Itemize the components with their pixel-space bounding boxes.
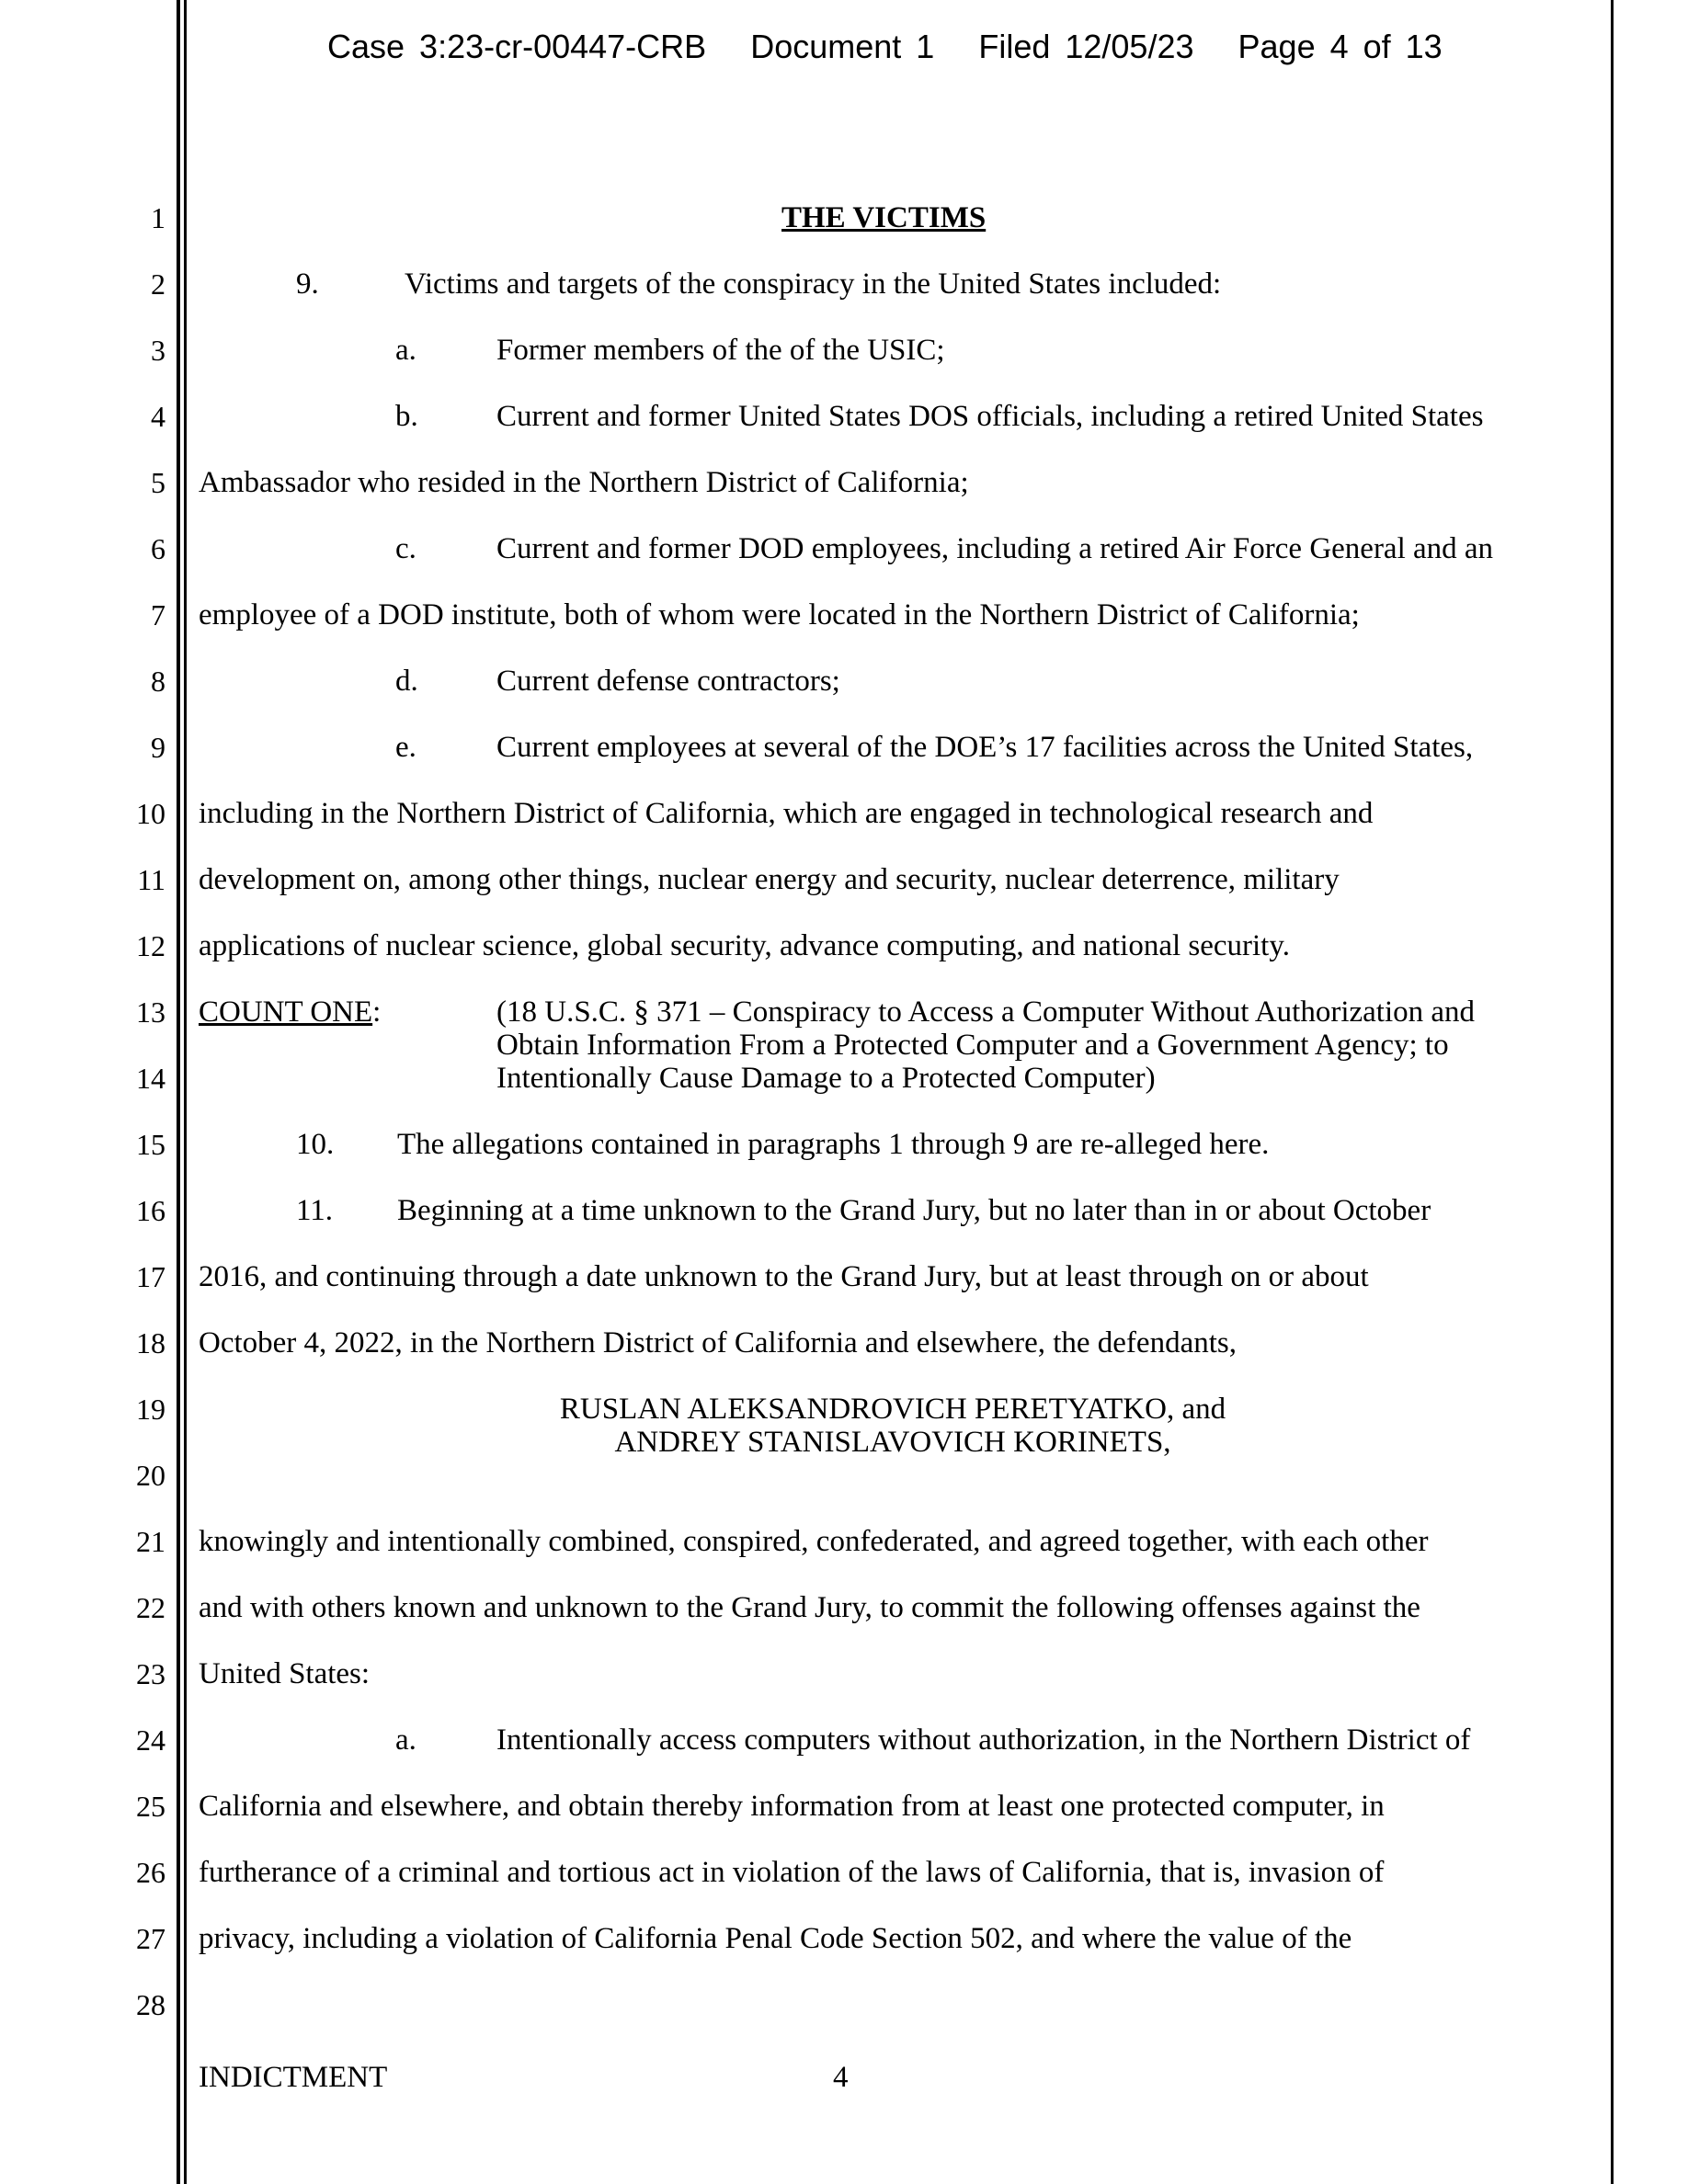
line-number: 23: [136, 1657, 165, 1690]
line-number: 5: [151, 466, 165, 499]
item-letter: d.: [395, 665, 418, 698]
item-text-continued: Ambassador who resided in the Northern District of California;: [199, 466, 969, 499]
case-number: Case 3:23-cr-00447-CRB: [327, 28, 707, 65]
count-heading: [199, 995, 381, 1029]
item-text-continued: furtherance of a criminal and tortious act in violation of the laws of California, that is, invasion of: [199, 1856, 1385, 1889]
left-margin-rule-outer: [177, 0, 180, 2184]
item-letter: c.: [395, 532, 416, 565]
footer-page-number: 4: [833, 2061, 849, 2094]
paragraph-text-continued: knowingly and intentionally combined, conspired, confederated, and agreed together, with each other: [199, 1525, 1429, 1558]
line-number: 11: [137, 863, 165, 896]
count-description-line: (18 U.S.C. § 371 – Conspiracy to Access a Computer Without Authorization and: [496, 995, 1476, 1029]
line-number: 12: [136, 929, 165, 962]
line-number: 13: [136, 995, 165, 1029]
item-text: Current employees at several of the DOE’s 17 facilities across the United States,: [496, 731, 1474, 764]
item-text-continued: applications of nuclear science, global security, advance computing, and national security.: [199, 929, 1290, 962]
item-text-continued: development on, among other things, nuclear energy and security, nuclear deterrence, military: [199, 863, 1340, 896]
count-colon: :: [372, 995, 382, 1029]
line-number: 21: [136, 1525, 165, 1558]
section-title: THE VICTIMS: [781, 201, 987, 234]
line-number: 4: [151, 400, 165, 433]
line-number: 10: [136, 797, 165, 830]
paragraph-number: 9.: [296, 267, 319, 301]
line-number: 15: [136, 1128, 165, 1161]
paragraph-text: Victims and targets of the conspiracy in the United States included:: [405, 267, 1222, 301]
item-text: Intentionally access computers without authorization, in the Northern District of: [496, 1723, 1471, 1757]
line-number: 26: [136, 1856, 165, 1889]
paragraph-text-continued: and with others known and unknown to the Grand Jury, to commit the following offenses against the: [199, 1591, 1420, 1624]
item-text-continued: California and elsewhere, and obtain thereby information from at least one protected computer, in: [199, 1790, 1385, 1823]
line-number: 18: [136, 1326, 165, 1359]
line-number: 14: [136, 1062, 165, 1095]
item-text: Current and former DOD employees, including a retired Air Force General and an: [496, 532, 1494, 565]
paragraph-text: Beginning at a time unknown to the Grand Jury, but no later than in or about October: [397, 1194, 1431, 1227]
paragraph-text-continued: 2016, and continuing through a date unknown to the Grand Jury, but at least through on or about: [199, 1260, 1369, 1293]
line-number: 19: [136, 1393, 165, 1426]
item-text: Former members of the of the USIC;: [496, 334, 945, 367]
line-number: 20: [136, 1459, 165, 1492]
line-number: 16: [136, 1194, 165, 1227]
item-text-continued: employee of a DOD institute, both of whom were located in the Northern District of California;: [199, 598, 1360, 631]
item-text-continued: privacy, including a violation of California Penal Code Section 502, and where the value of the: [199, 1922, 1352, 1955]
line-number: 8: [151, 665, 165, 698]
left-margin-rule-inner: [184, 0, 187, 2184]
line-number: 27: [136, 1922, 165, 1955]
item-letter: b.: [395, 400, 418, 433]
paragraph-number: 10.: [296, 1128, 335, 1161]
line-number: 17: [136, 1260, 165, 1293]
item-text: Current and former United States DOS officials, including a retired United States: [496, 400, 1484, 433]
item-letter: a.: [395, 1723, 416, 1757]
paragraph-text-continued: October 4, 2022, in the Northern District of California and elsewhere, the defendants,: [199, 1326, 1237, 1359]
line-number: 7: [151, 598, 165, 631]
count-description-line: Obtain Information From a Protected Computer and a Government Agency; to: [496, 1029, 1449, 1062]
paragraph-text-continued: United States:: [199, 1657, 371, 1690]
defendant-name: ANDREY STANISLAVOVICH KORINETS,: [614, 1426, 1171, 1459]
page-indicator: Page 4 of 13: [1237, 28, 1443, 65]
footer-title: INDICTMENT: [199, 2061, 388, 2094]
filed-date: Filed 12/05/23: [978, 28, 1194, 65]
line-number: 25: [136, 1790, 165, 1823]
line-number: 28: [136, 1988, 165, 2021]
paragraph-number: 11.: [296, 1194, 334, 1227]
line-number: 24: [136, 1723, 165, 1757]
paragraph-text: The allegations contained in paragraphs 1 through 9 are re-alleged here.: [397, 1128, 1270, 1161]
count-description-line: Intentionally Cause Damage to a Protected Computer): [496, 1062, 1156, 1095]
item-letter: a.: [395, 334, 416, 367]
item-text-continued: including in the Northern District of California, which are engaged in technological research and: [199, 797, 1374, 830]
line-number: 3: [151, 334, 165, 367]
line-number: 9: [151, 731, 165, 764]
line-number: 2: [151, 267, 165, 301]
defendant-name: RUSLAN ALEKSANDROVICH PERETYATKO, and: [559, 1393, 1226, 1426]
case-header: [327, 28, 1443, 66]
document-number: Document 1: [750, 28, 935, 65]
count-label: COUNT ONE: [199, 995, 373, 1029]
right-margin-rule: [1611, 0, 1614, 2184]
line-number: 22: [136, 1591, 165, 1624]
line-number: 1: [151, 201, 165, 234]
item-letter: e.: [395, 731, 416, 764]
line-number: 6: [151, 532, 165, 565]
item-text: Current defense contractors;: [496, 665, 840, 698]
